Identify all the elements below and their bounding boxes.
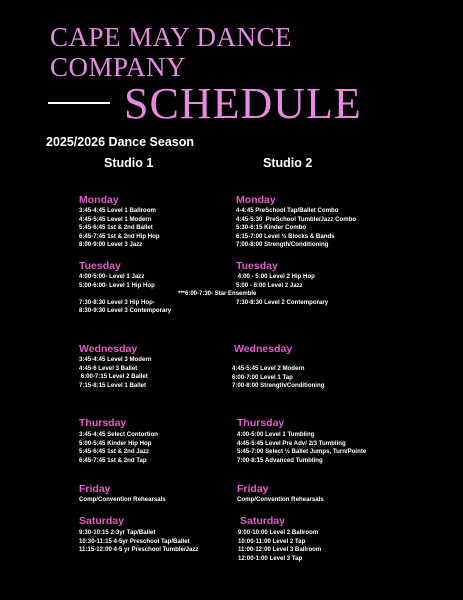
studio1-friday-heading: Friday [79,483,111,495]
studio1-wednesday-heading: Wednesday [79,343,138,355]
schedule-line: 5:00-5:45 Kinder Hip Hop [79,439,152,447]
schedule-line [236,290,328,299]
studio1-saturday-heading: Saturday [79,515,124,527]
schedule-line: 5:45-7:00 Select ½ Ballet Jumps, Turn/Pointe [237,448,367,456]
season-heading: 2025/2026 Dance Season [46,135,195,149]
schedule-line: 7:30-8:30 Level 2 Contemporary [236,298,329,306]
studio-1-heading: Studio 1 [104,156,154,170]
schedule-line: 6:45-7:45 1st & 2nd Tap [79,456,147,464]
studio2-thursday-heading: Thursday [237,417,285,429]
schedule-line: 3:45-4:45 Select Contortion [79,431,158,438]
schedule-line: 7:00-8:15 Advanced Tumbling [237,456,323,464]
schedule-line: 4:45-6 Level 3 Ballet [79,364,138,372]
studio1-wednesday-lines [79,356,151,390]
schedule-line: 12:00-1:00 Level 3 Tap [238,554,303,562]
studio2-friday-lines [237,496,324,505]
schedule-line: 6:00-7:15 Level 2 Ballet [79,373,148,381]
schedule-line: 4:45-5:45 Level Pre Adv/ 2/3 Tumbling [237,439,346,447]
schedule-line: 4-4:45 PreSchool Tap/Ballet Combo [236,207,339,214]
title-line-1: CAPE MAY DANCE [50,22,293,52]
schedule-line: Comp/Convention Rehearsals [237,496,324,503]
schedule-line: 11:00-12:00 Level 3 Ballroom [238,546,322,554]
studio2-monday-heading: Monday [236,194,276,206]
schedule-line: 4:45-5:30 PreSchool Tumble/Jazz Combo [236,215,357,223]
schedule-line: 8:30-9:30 Level 3 Contemporary [79,307,172,315]
schedule-line: 3:45-4:45 Level 1 Ballroom [79,207,156,214]
schedule-line: Comp/Convention Rehearsals [79,496,166,503]
schedule-line: 4:45-5:45 Level 2 Modern [232,365,305,372]
schedule-line: 10:30-11:15 4-5yr Preschool Tap/Ballet [79,537,190,545]
studio2-friday-heading: Friday [237,483,269,495]
schedule-line: 5:00-6:00- Level 1 Hip Hop [79,281,155,289]
studio1-monday-heading: Monday [79,194,119,206]
schedule-line: 7:00-8:00 Strength/Conditioning [236,241,329,249]
studio2-tuesday-heading: Tuesday [236,260,278,272]
studio1-thursday-heading: Thursday [79,417,127,429]
studio1-friday-lines [79,496,166,505]
studio2-wednesday-lines [232,365,324,391]
schedule-line: 9:00-10:00 Level 2 Ballroom [238,529,319,536]
schedule-line: 5:45-6:45 1st & 2nd Ballet [79,224,153,232]
schedule-line: 7:15-8:15 Level 1 Ballet [79,381,147,389]
studio2-wednesday-heading: Wednesday [234,343,293,355]
schedule-line: 4:00 - 5:00 Level 2 Hip Hop [236,273,315,280]
schedule-line [79,290,171,299]
schedule-line: 3:45-4:45 Level 3 Modern [79,356,152,363]
studio2-monday-lines [236,207,356,250]
studio1-saturday-lines [79,529,198,555]
schedule-line: 6:15-7:00 Level ½ Blocks & Bands [236,232,335,240]
schedule-line: 5:00 - 6:00 Level 2 Jazz [236,281,303,289]
schedule-line: 4:00-5:00- Level 1 Jazz [79,273,145,280]
studio1-tuesday-lines [79,273,171,316]
schedule-line: 7:30-8:30 Level 3 Hip Hop- [79,298,155,306]
studio2-thursday-lines [237,431,366,465]
title-line-3: SCHEDULE [124,79,362,128]
schedule-line: 6:45-7:45 1st & 2nd Hip Hop [79,232,160,240]
studio2-saturday-heading: Saturday [240,515,285,527]
studio2-tuesday-lines [236,273,328,307]
studio-2-heading: Studio 2 [263,156,313,170]
schedule-line: 9:30-10:15 2-3yr Tap/Ballet [79,529,156,536]
schedule-line: 11:15-12:00 4-5 yr Preschool Tumble/Jazz [79,546,199,554]
star-ensemble-note: ***6:00-7:30- Star Ensemble [178,291,257,297]
schedule-line: 5:30-6:15 Kinder Combo [236,224,307,232]
schedule-line: 8:00-9:00 Level 3 Jazz [79,241,143,249]
title-line-2: COMPANY [50,52,187,82]
studio1-monday-lines [79,207,160,250]
schedule-line: 7:00-8:00 Strength/Conditioning [232,382,325,390]
schedule-line: 6:00-7:00 Level 1 Tap [232,373,293,381]
title-rule-divider [48,102,110,104]
schedule-line: 5:45-6:45 1st & 2nd Jazz [79,448,150,456]
studio1-thursday-lines [79,431,158,465]
schedule-line: 4:00-5:00 Level 1 Tumbling [237,431,315,438]
studio1-tuesday-heading: Tuesday [79,260,121,272]
schedule-line: 10:00-11:00 Level 2 Tap [238,537,306,545]
schedule-line: 4:45-5:45 Level 1 Modern [79,215,152,223]
studio2-saturday-lines [238,529,321,563]
